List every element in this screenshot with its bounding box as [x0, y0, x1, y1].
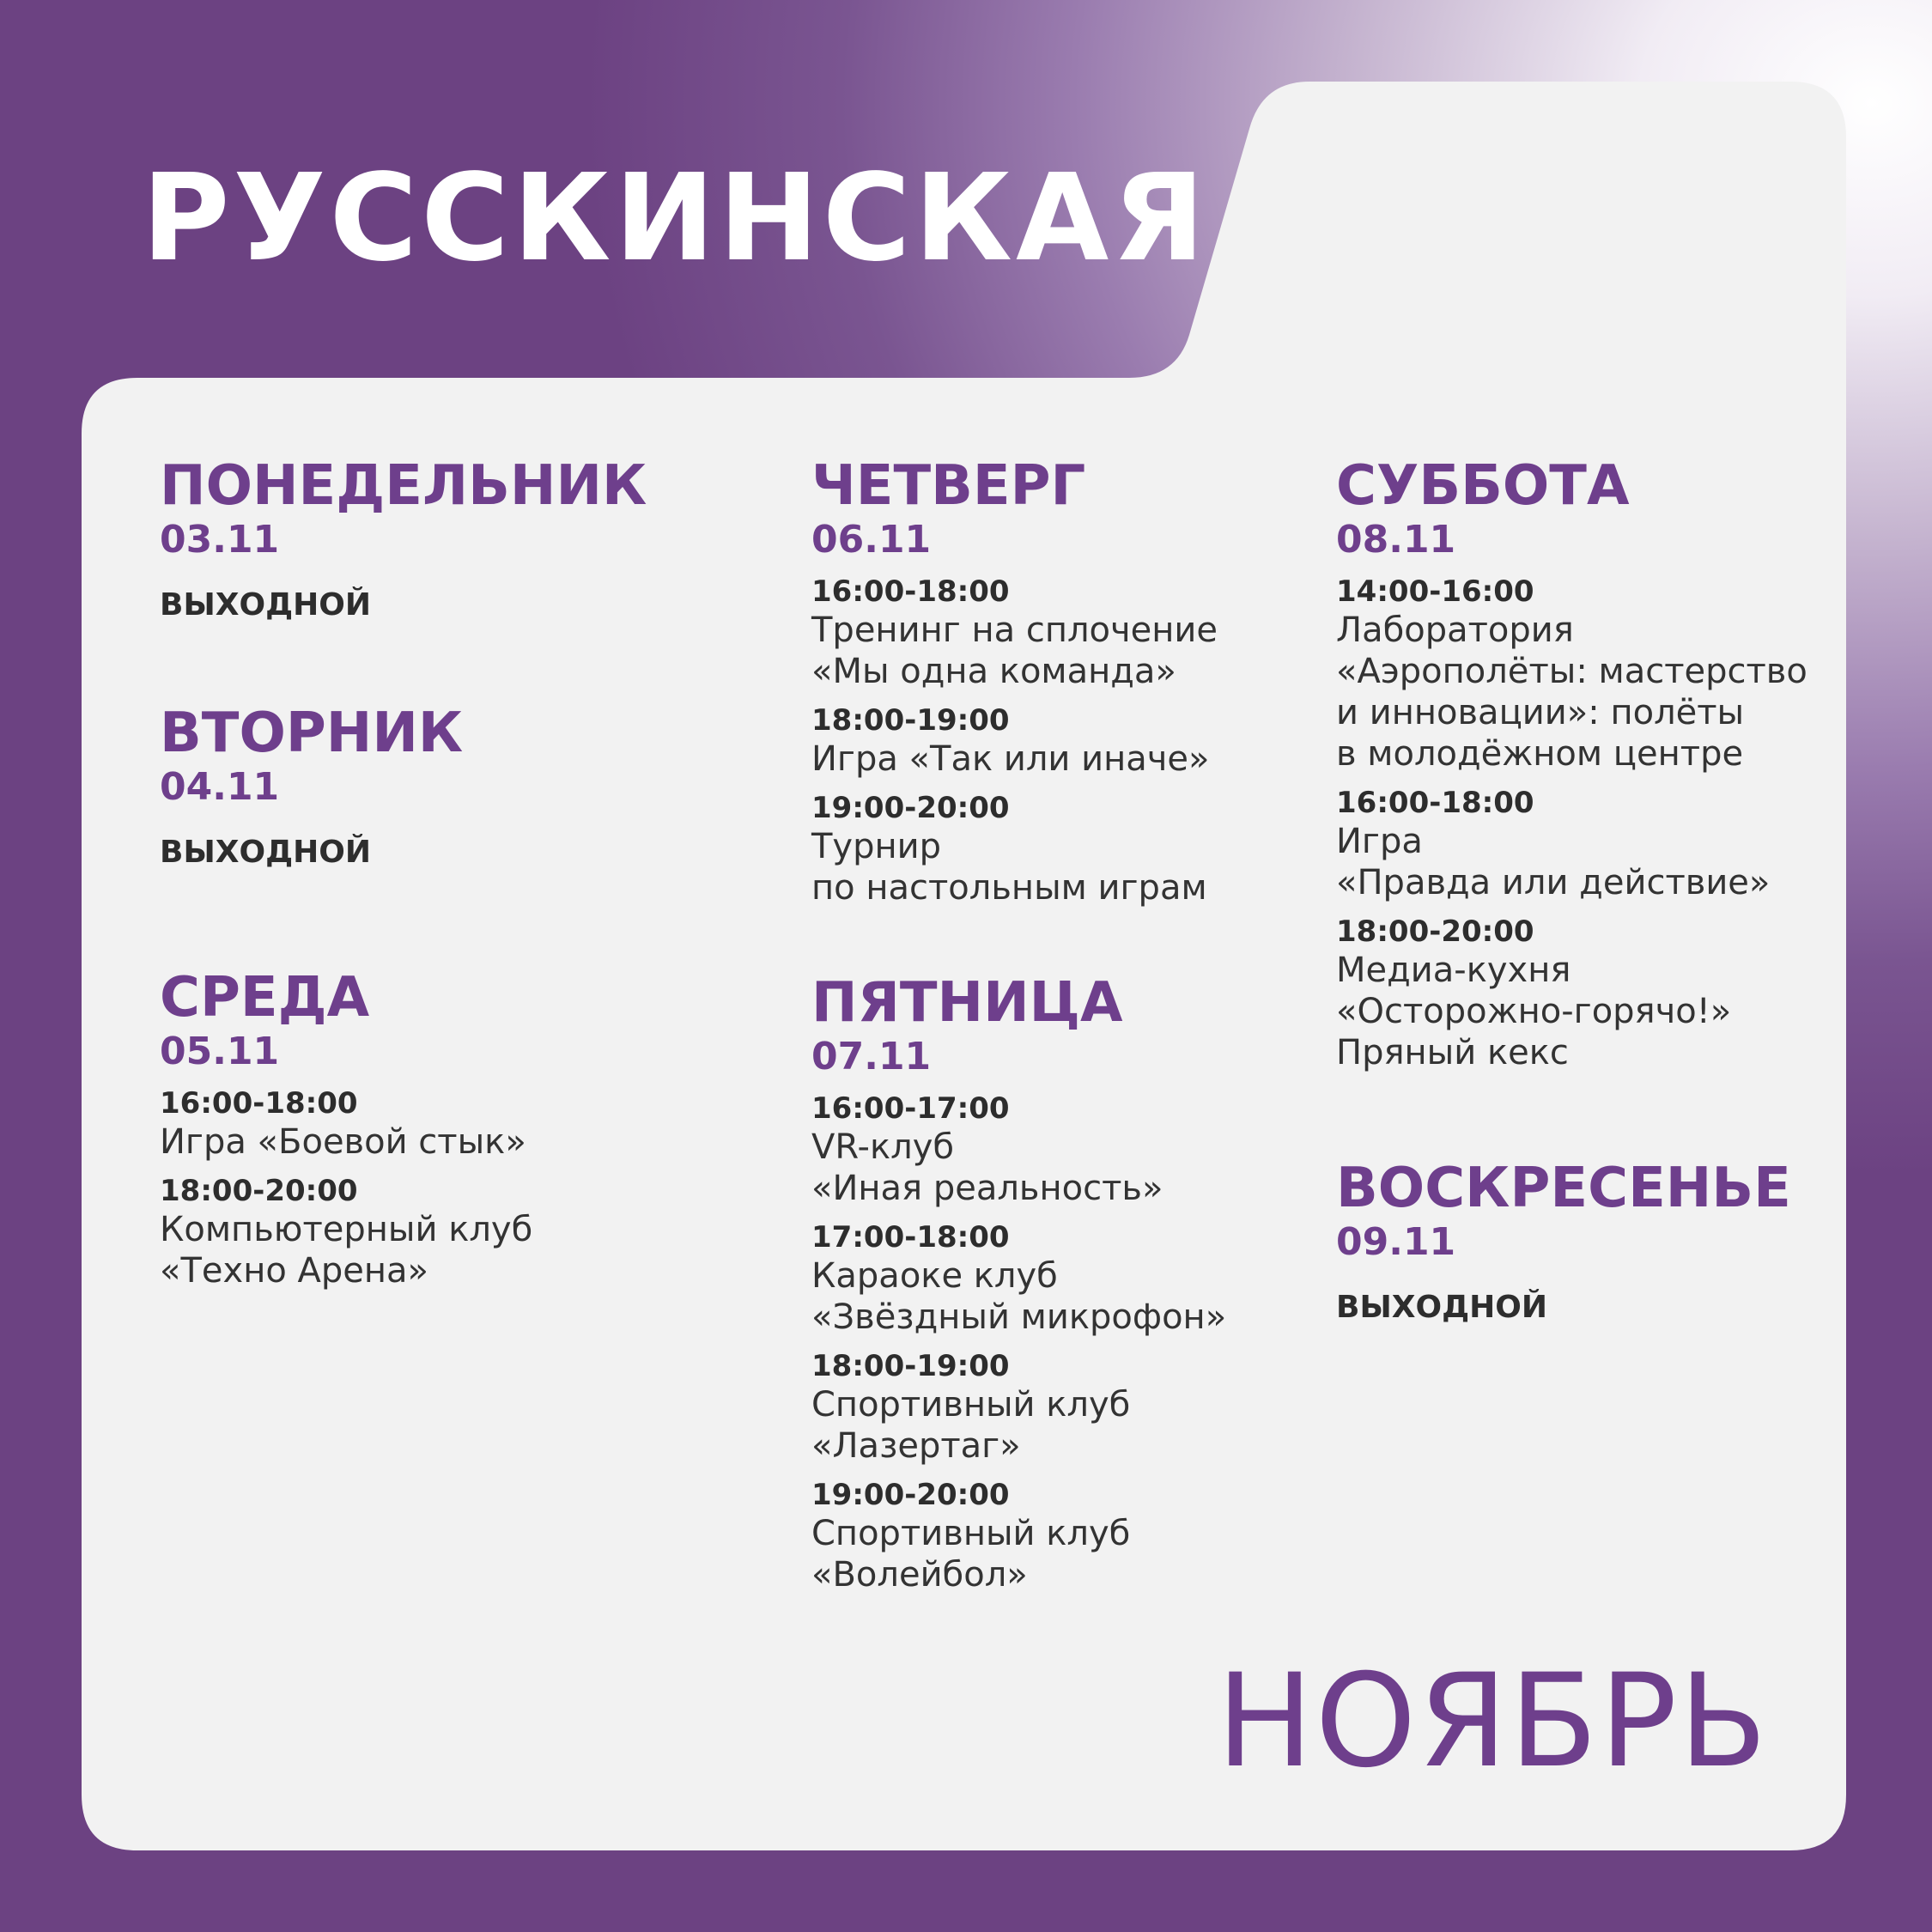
page-title: РУССКИНСКАЯ: [142, 149, 1209, 289]
event-title: Игра «Так или иначе»: [811, 739, 1210, 779]
day-off-label: ВЫХОДНОЙ: [1336, 1290, 1548, 1325]
event-time: 16:00-17:00: [811, 1091, 1010, 1126]
day-name: ПОНЕДЕЛЬНИК: [160, 454, 647, 518]
day-name: СУББОТА: [1336, 454, 1630, 518]
event-item: [1336, 785, 1851, 903]
month-label: НОЯБРЬ: [1216, 1647, 1769, 1796]
day-name: ВОСКРЕСЕНЬЕ: [1336, 1157, 1791, 1220]
event-time: 19:00-20:00: [811, 791, 1010, 825]
event-item: [811, 1477, 1344, 1595]
day-date: 09.11: [1336, 1220, 1456, 1264]
day-thursday: [811, 453, 1344, 908]
day-date: 06.11: [811, 518, 932, 562]
event-title: Спортивный клуб «Волейбол»: [811, 1514, 1131, 1595]
event-item: [811, 702, 1344, 780]
event-title: Игра «Правда или действие»: [1336, 822, 1771, 902]
event-time: 17:00-18:00: [811, 1220, 1010, 1255]
event-title: Спортивный клуб «Лазертаг»: [811, 1385, 1131, 1466]
day-saturday: [1336, 453, 1851, 1073]
day-date: 08.11: [1336, 518, 1456, 562]
day-date: 05.11: [160, 1030, 280, 1073]
day-name: ЧЕТВЕРГ: [811, 454, 1086, 518]
day-name: ВТОРНИК: [160, 702, 464, 765]
event-time: 16:00-18:00: [811, 574, 1010, 609]
event-item: [1336, 914, 1851, 1073]
schedule-column-1: [160, 453, 692, 1291]
event-item: [811, 1091, 1344, 1209]
event-title: Медиа-кухня «Осторожно-горячо!» Пряный кекс: [1336, 951, 1732, 1072]
event-title: VR-клуб «Иная реальность»: [811, 1127, 1163, 1208]
day-monday: [160, 453, 692, 625]
schedule-column-3: [1336, 453, 1851, 1327]
event-time: 16:00-18:00: [1336, 786, 1534, 820]
day-date: 04.11: [160, 765, 280, 809]
event-time: 18:00-20:00: [1336, 914, 1534, 949]
event-time: 16:00-18:00: [160, 1086, 358, 1121]
day-wednesday: [160, 965, 692, 1291]
event-title: Турнир по настольным играм: [811, 827, 1207, 908]
event-time: 18:00-20:00: [160, 1174, 358, 1208]
day-date: 07.11: [811, 1035, 932, 1078]
day-off-label: ВЫХОДНОЙ: [160, 835, 372, 870]
event-item: [811, 574, 1344, 692]
event-item: [811, 790, 1344, 908]
day-sunday: [1336, 1156, 1851, 1327]
event-title: Караоке клуб «Звёздный микрофон»: [811, 1256, 1227, 1337]
day-tuesday: [160, 701, 692, 872]
event-item: [160, 1173, 692, 1291]
event-item: [811, 1219, 1344, 1338]
event-item: [811, 1348, 1344, 1467]
day-name: СРЕДА: [160, 966, 370, 1030]
event-item: [1336, 574, 1851, 775]
event-time: 19:00-20:00: [811, 1478, 1010, 1512]
event-title: Компьютерный клуб «Техно Арена»: [160, 1210, 533, 1291]
event-time: 18:00-19:00: [811, 1349, 1010, 1383]
schedule-column-2: [811, 453, 1344, 1595]
event-time: 14:00-16:00: [1336, 574, 1534, 609]
day-off-label: ВЫХОДНОЙ: [160, 587, 372, 623]
event-item: [160, 1085, 692, 1163]
day-name: ПЯТНИЦА: [811, 971, 1123, 1035]
event-title: Тренинг на сплочение «Мы одна команда»: [811, 611, 1218, 691]
event-time: 18:00-19:00: [811, 703, 1010, 738]
day-friday: [811, 970, 1344, 1595]
day-date: 03.11: [160, 518, 280, 562]
event-title: Игра «Боевой стык»: [160, 1122, 526, 1162]
event-title: Лаборатория «Аэрополёты: мастерство и инновации»: полёты в молодёжном центре: [1336, 611, 1807, 774]
